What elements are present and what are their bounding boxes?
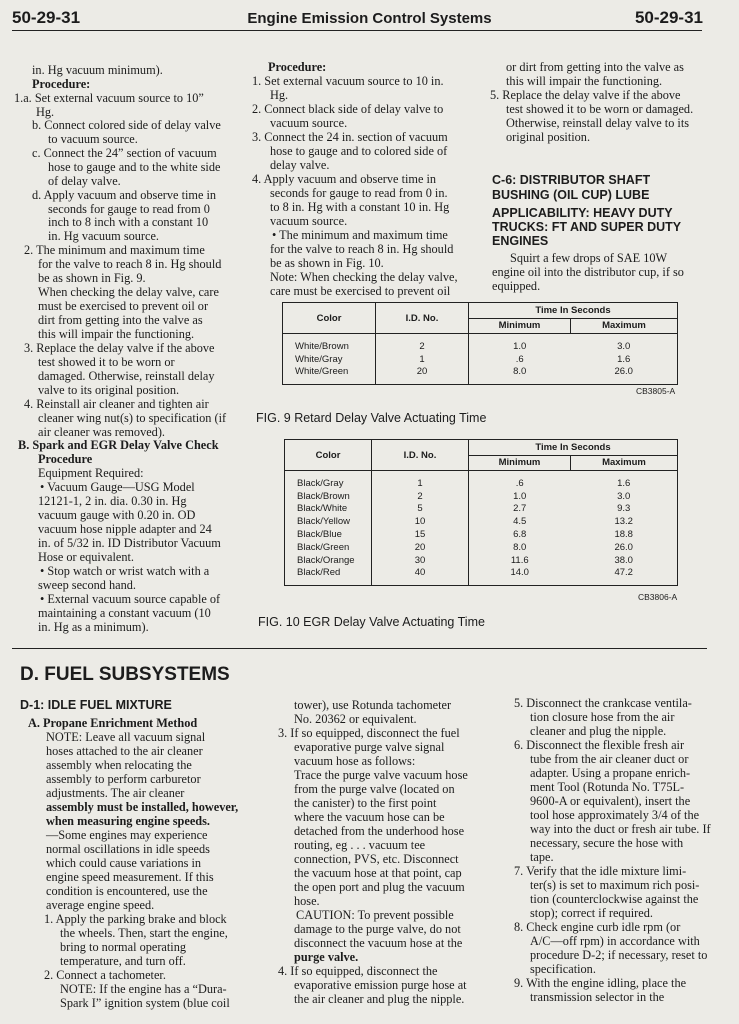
text-line: cleaner wing nut(s) to specification (if [38,411,227,425]
table-row [285,490,678,503]
text-line: necessary, secure the hose with [530,836,684,850]
text-line: seconds for gauge to read from 0 [48,202,210,216]
text-line: hose to gauge and to the white side [48,160,221,174]
table-row [283,334,678,353]
text-line: care must be exercised to prevent oil [270,284,451,298]
text-line: No. 20362 or equivalent. [294,712,417,726]
text-line: the wheels. Then, start the engine, [60,926,228,940]
cell-min: 8.0 [469,541,571,554]
text-line: transmission selector in the [530,990,665,1004]
text-line: 9. With the engine idling, place the [514,976,687,990]
text-line: Otherwise, reinstall delay valve to its [506,116,690,130]
text-line: Squirt a few drops of SAE 10W [510,251,668,265]
text-line: tape. [530,850,554,864]
cell-color: Black/White [297,503,348,515]
text-line: • Stop watch or wrist watch with a [40,564,210,578]
fig9-header-max: Maximum [570,318,677,334]
text-line: Note: When checking the delay valve, [270,270,458,284]
cell-id: 20 [372,541,469,554]
text-line: evaporative emission purge hose at [294,978,467,992]
fig9-code: CB3805-A [636,386,676,396]
cell-min: 4.5 [469,515,571,528]
text-line: routing, eg . . . vacuum tee [294,838,426,852]
text-line: c. Connect the 24” section of vacuum [32,146,217,160]
fig10-header-id: I.D. No. [372,440,469,471]
text-line: 2. The minimum and maximum time [24,243,205,257]
text-line: hose. [294,894,320,908]
fig9-header-color: Color [283,303,376,334]
text-line: tool hose approximately 3/4 of the [530,808,700,822]
text-line: 1.a. Set external vacuum source to 10” [14,91,204,105]
text-line: the open port and plug the vacuum [294,880,465,894]
text-line: Equipment Required: [38,466,144,480]
page-title: Engine Emission Control Systems [247,10,492,27]
table-row [285,503,678,516]
text-line: • External vacuum source capable of [40,592,221,606]
cell-color: White/Brown [295,340,349,352]
text-line: vacuum gauge with 0.20 in. OD [38,508,196,522]
text-line: 9600-A or equivalent), insert the [530,794,691,808]
c6-applicability-line2: TRUCKS: FT AND SUPER DUTY [492,220,682,234]
table-row [285,528,678,541]
text-line: dirt from getting into the valve as [38,313,203,327]
text-line: in. Hg vacuum minimum). [32,63,163,77]
text-line: Procedure [38,452,93,466]
text-line: engine oil into the distributor cup, if so [492,265,684,279]
text-line: 8. Check engine curb idle rpm (or [514,920,681,934]
text-line: d. Apply vacuum and observe time in [32,188,217,202]
text-line: tion (counterclockwise against the [530,892,699,906]
cell-color: Black/Brown [297,490,350,502]
cell-color: Black/Orange [297,554,355,566]
text-line: when measuring engine speeds. [46,814,210,828]
text-line: hoses attached to the air cleaner [46,744,203,758]
text-line: adapter. Using a propane enrich- [530,766,691,780]
text-line: sweep second hand. [38,578,137,592]
text-line: 2. Connect black side of delay valve to [252,102,444,116]
text-line: 5. Disconnect the crankcase ventila- [514,696,692,710]
text-line: where the vacuum hose can be [294,810,445,824]
fig10-header-max: Maximum [570,455,677,471]
fig10-header-color: Color [285,440,372,471]
fig9-header-id: I.D. No. [376,303,469,334]
section-rule [12,648,707,649]
cell-color: Black/Blue [297,529,342,541]
text-line: Trace the purge valve vacuum hose [294,768,468,782]
text-line: to 8 in. Hg with a constant 10 in. Hg [270,200,450,214]
text-line: delay valve. [270,158,330,172]
cell-max: 47.2 [614,567,633,579]
table-row [285,541,678,554]
text-line: average engine speed. [46,898,155,912]
text-line: from the purge valve (located on [294,782,455,796]
text-line: damaged. Otherwise, reinstall delay [38,369,215,383]
text-line: 3. Connect the 24 in. section of vacuum [252,130,448,144]
text-line: 2. Connect a tachometer. [44,968,166,982]
text-line: 1. Set external vacuum source to 10 in. [252,74,444,88]
page-number-left: 50-29-31 [12,8,81,27]
text-line: for the valve to reach 8 in. Hg should [270,242,454,256]
cell-id: 2 [376,334,469,353]
table-row [285,554,678,567]
text-line: vacuum source. [270,116,348,130]
text-line: specification. [530,962,596,976]
text-line: 3. Replace the delay valve if the above [24,341,215,355]
section-d-title: D. FUEL SUBSYSTEMS [20,664,230,685]
text-line: 1. Apply the parking brake and block [44,912,227,926]
cell-color: White/Green [295,366,349,378]
cell-max: 9.3 [617,503,631,515]
fig9-caption: FIG. 9 Retard Delay Valve Actuating Time [256,411,487,425]
cell-min: 8.0 [469,366,571,385]
c6-applicability: APPLICABILITY: HEAVY DUTY [492,206,673,220]
text-line: original position. [506,130,591,144]
cell-min: 1.0 [469,334,571,353]
cell-max: 3.0 [617,490,631,502]
text-line: in. Hg vacuum source. [48,229,159,243]
cell-max: 3.0 [617,340,631,352]
text-line: ment Tool (Rotunda No. T75L- [530,780,685,794]
text-line: bring to normal operating [60,940,187,954]
cell-color: White/Gray [295,353,343,365]
text-line: • The minimum and maximum time [272,228,448,242]
cell-max: 1.6 [617,477,631,489]
text-line: or dirt from getting into the valve as [506,60,684,74]
text-line: be as shown in Fig. 9. [38,271,146,285]
cell-id: 2 [372,490,469,503]
cell-id: 10 [372,515,469,528]
text-line: disconnect the vacuum hose at the [294,936,463,950]
c6-heading-line2: BUSHING (OIL CUP) LUBE [492,188,650,202]
text-line: vacuum hose as follows: [294,754,416,768]
cell-min: 1.0 [469,490,571,503]
text-line: way into the duct or fresh air tube. If [530,822,711,836]
text-line: seconds for gauge to read from 0 in. [270,186,448,200]
cell-max: 13.2 [614,516,633,528]
cell-min: 11.6 [469,554,571,567]
text-line: connection, PVS, etc. Disconnect [294,852,459,866]
cell-id: 5 [372,503,469,516]
text-line: tube from the air cleaner duct or [530,752,689,766]
cell-id: 1 [376,353,469,366]
header-rule [12,30,702,31]
text-line: Hg. [36,105,55,119]
table-row [283,366,678,385]
text-line: damage to the purge valve, do not [294,922,461,936]
text-line: NOTE: Leave all vacuum signal [46,730,206,744]
text-line: condition is encountered, use the [46,884,208,898]
text-line: Spark I” ignition system (blue coil [60,996,230,1010]
text-line: evaporative purge valve signal [294,740,445,754]
cell-color: Black/Gray [297,477,344,489]
c6-applicability-line3: ENGINES [492,234,549,248]
text-line: the canister) to the first point [294,796,437,810]
text-line: cleaner and plug the nipple. [530,724,667,738]
text-line: A. Propane Enrichment Method [28,716,198,730]
text-line: purge valve. [294,950,359,964]
cell-max: 38.0 [614,554,633,566]
text-line: maintaining a constant vacuum (10 [38,606,211,620]
d1-heading: D-1: IDLE FUEL MIXTURE [20,698,172,712]
text-line: inch to 8 inch with a constant 10 [48,215,209,229]
text-line: tower), use Rotunda tachometer [294,698,452,712]
text-line: valve to its original position. [38,383,180,397]
cell-id: 30 [372,554,469,567]
fig10-caption: FIG. 10 EGR Delay Valve Actuating Time [258,615,485,629]
table-row [285,567,678,586]
cell-color: Black/Yellow [297,516,350,528]
fig9-table [282,302,678,385]
text-line: ter(s) is set to maximum rich posi- [530,878,700,892]
text-line: 4. Apply vacuum and observe time in [252,172,437,186]
text-line: NOTE: If the engine has a “Dura- [60,982,227,996]
text-line: detached from the underhood hose [294,824,465,838]
text-line: equipped. [492,279,541,293]
text-line: hose to gauge and to colored side of [270,144,448,158]
text-line: test showed it to be worn or damaged. [506,102,694,116]
text-line: vacuum hose nipple adapter and 24 [38,522,212,536]
text-line: When checking the delay valve, care [38,285,219,299]
text-line: in. Hg as a minimum). [38,620,149,634]
text-line: Hg. [270,88,289,102]
text-line: —Some engines may experience [46,828,208,842]
c6-heading: C-6: DISTRIBUTOR SHAFT [492,173,651,187]
cell-color: Black/Green [297,541,350,553]
text-line: which could cause variations in [46,856,202,870]
text-line: tion closure hose from the air [530,710,675,724]
text-line: to vacuum source. [48,132,138,146]
text-line: A/C—off rpm) in accordance with [530,934,700,948]
cell-max: 1.6 [617,353,631,365]
fig10-table [284,439,678,586]
text-line: 5. Replace the delay valve if the above [490,88,681,102]
text-line: the vacuum hose at that point, cap [294,866,462,880]
text-line: normal oscillations in idle speeds [46,842,210,856]
text-line: for the valve to reach 8 in. Hg should [38,257,222,271]
text-line: be as shown in Fig. 10. [270,256,384,270]
table-row [285,471,678,490]
text-line: must be exercised to prevent oil or [38,299,209,313]
text-line: assembly must be installed, however, [46,800,239,814]
cell-min: 14.0 [469,567,571,586]
cell-max: 26.0 [614,541,633,553]
text-line: procedure D-2; if necessary, reset to [530,948,708,962]
text-line: in. of 5/32 in. ID Distributor Vacuum [38,536,221,550]
text-line: 4. If so equipped, disconnect the [278,964,438,978]
text-line: adjustments. The air cleaner [46,786,185,800]
text-line: CAUTION: To prevent possible [296,908,454,922]
text-line: this will impair the functioning. [506,74,663,88]
text-line: Procedure: [32,77,91,91]
text-line: stop); correct if required. [530,906,653,920]
cell-id: 20 [376,366,469,385]
cell-min: 6.8 [469,528,571,541]
cell-min: 2.7 [469,503,571,516]
text-line: b. Connect colored side of delay valve [32,118,221,132]
fig10-header-time: Time In Seconds [469,440,678,456]
text-line: • Vacuum Gauge—USG Model [40,480,195,494]
cell-id: 40 [372,567,469,586]
cell-id: 15 [372,528,469,541]
table-row [285,515,678,528]
text-line: this will impair the functioning. [38,327,195,341]
text-line: Procedure: [268,60,327,74]
text-line: assembly to perform carburetor [46,772,201,786]
fig9-header-time: Time In Seconds [469,303,678,319]
text-line: B. Spark and EGR Delay Valve Check [18,438,219,452]
text-line: 12121-1, 2 in. dia. 0.30 in. Hg [38,494,187,508]
cell-color: Black/Red [297,567,341,579]
text-line: 7. Verify that the idle mixture limi- [514,864,687,878]
cell-min: .6 [469,471,571,490]
text-line: vacuum source. [270,214,348,228]
page-number-right: 50-29-31 [634,8,703,27]
cell-max: 26.0 [614,366,633,378]
fig9-header-min: Minimum [469,318,571,334]
text-line: the air cleaner and plug the nipple. [294,992,465,1006]
cell-max: 18.8 [614,529,633,541]
text-line: temperature, and turn off. [60,954,186,968]
table-row [283,353,678,366]
text-line: assembly when relocating the [46,758,192,772]
text-line: 3. If so equipped, disconnect the fuel [278,726,460,740]
text-line: 4. Reinstall air cleaner and tighten air [24,397,209,411]
text-line: engine speed measurement. If this [46,870,214,884]
text-line: of delay valve. [48,174,121,188]
cell-min: .6 [469,353,571,366]
text-line: 6. Disconnect the flexible fresh air [514,738,685,752]
cell-id: 1 [372,471,469,490]
text-line: test showed it to be worn or [38,355,175,369]
fig10-code: CB3806-A [638,592,678,602]
text-line: air cleaner was removed). [38,425,165,439]
text-line: Hose or equivalent. [38,550,134,564]
fig10-header-min: Minimum [469,455,571,471]
